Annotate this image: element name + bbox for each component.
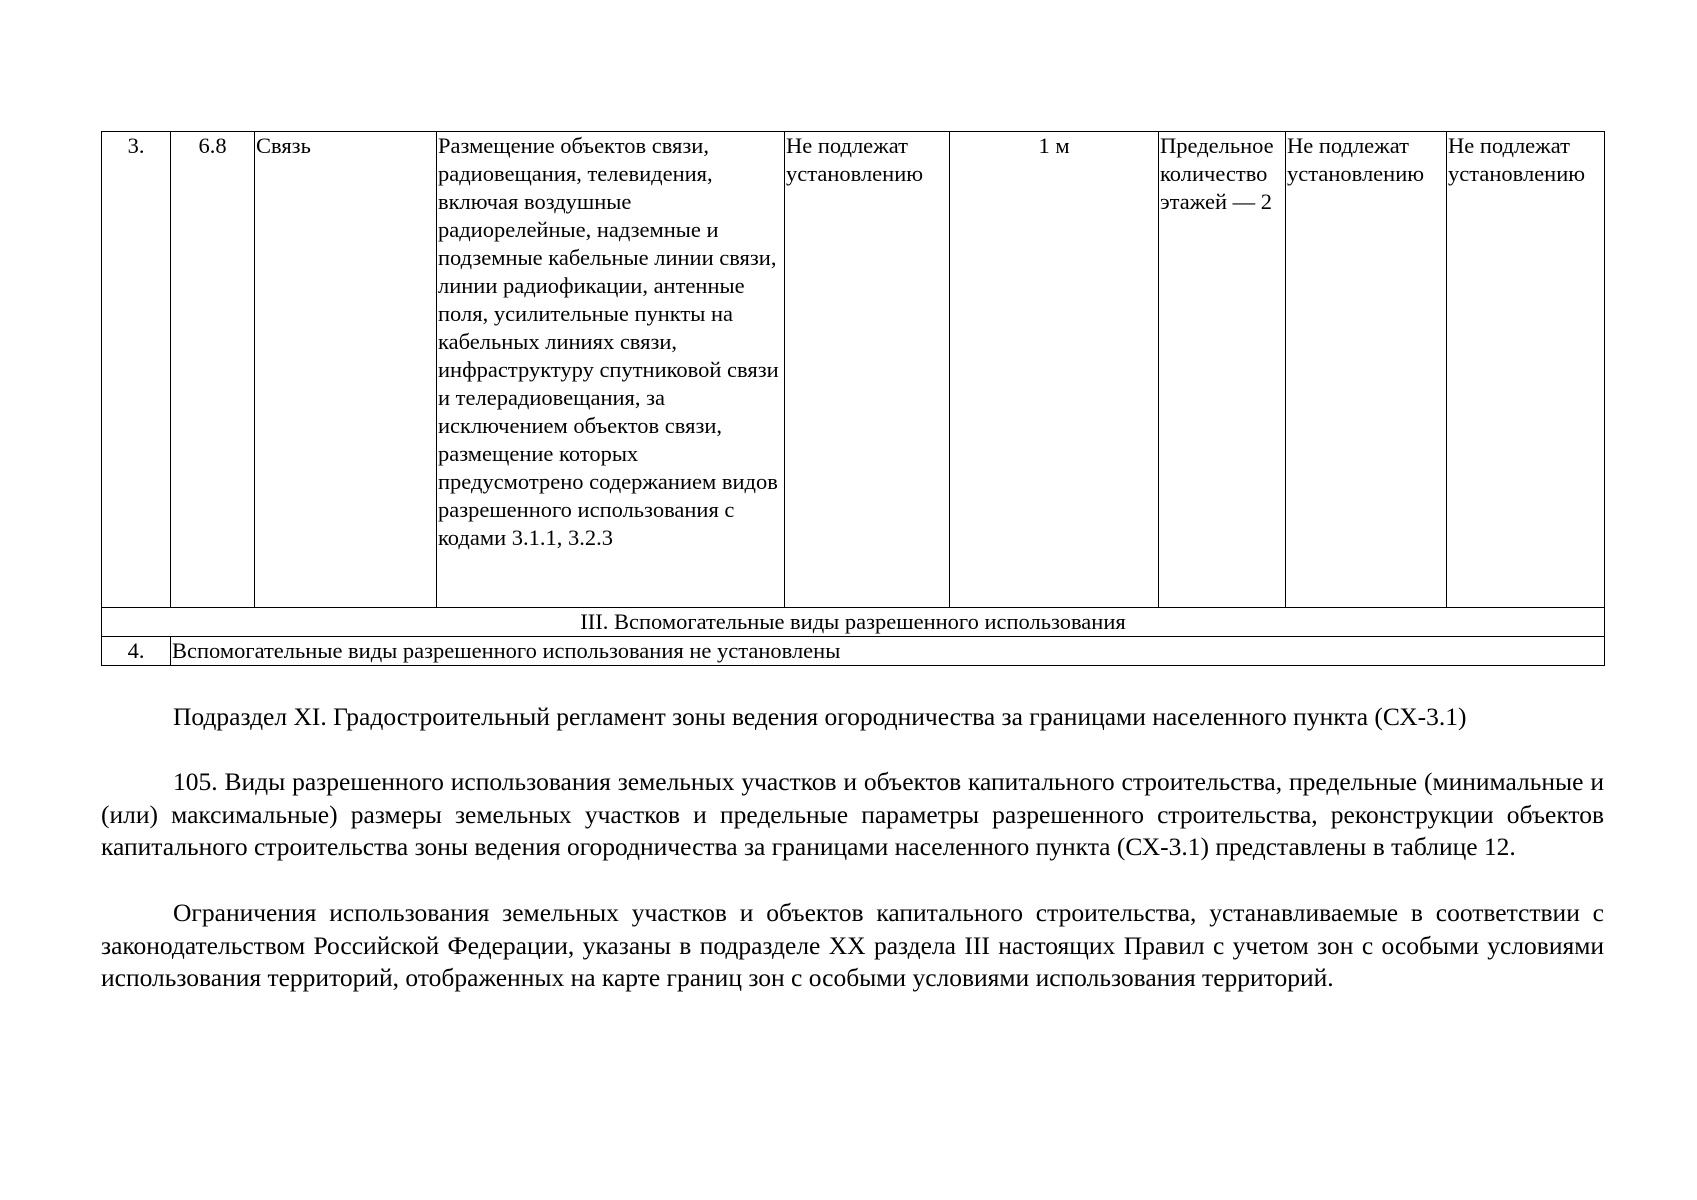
setback-cell: 1 м	[950, 132, 1159, 608]
parameter-cell: Не подлежат установлению	[1447, 132, 1605, 608]
table-row	[102, 132, 1605, 608]
row-text-cell: Вспомогательные виды разрешенного использования не установлены	[171, 637, 1605, 666]
row-number-cell: 4.	[102, 637, 171, 666]
paragraph: Ограничения использования земельных участков и объектов капитального строительства, устанавливаемые в соответствии с законодательством Российской Федерации, указаны в подразделе XX раздела III настоящих Правил с учетом зон с особыми условиями использования территорий, отображенных на карте границ зон с особыми условиями использования территорий.	[101, 898, 1604, 993]
section-header-cell: III. Вспомогательные виды разрешенного использования	[102, 608, 1605, 637]
usage-name-cell: Связь	[255, 132, 437, 608]
floors-limit-cell: Предельное количество этажей — 2	[1159, 132, 1286, 608]
usage-code-cell: 6.8	[171, 132, 255, 608]
row-number-cell: 3.	[102, 132, 171, 608]
table-row	[102, 637, 1605, 666]
paragraph: 105. Виды разрешенного использования земельных участков и объектов капитального строительства, предельные (минимальные и (или) максимальные) размеры земельных участков и предельные параметры разрешенного строительства, реконструкции объектов капитального строительства зоны ведения огородничества за границами населенного пункта (СХ-3.1) представлены в таблице 12.	[101, 767, 1604, 862]
parameter-cell: Не подлежат установлению	[785, 132, 950, 608]
parameter-cell: Не подлежат установлению	[1286, 132, 1447, 608]
usage-description-cell: Размещение объектов связи, радиовещания, телевидения, включая воздушные радиорелейные, надземные и подземные кабельные линии связи, линии радиофикации, антенные поля, усилительные пункты на кабельных линиях связи, инфраструктуру спутниковой связи и телерадиовещания, за исключением объектов связи, размещение которых предусмотрено содержанием видов разрешенного использования с кодами 3.1.1, 3.2.3	[437, 132, 785, 608]
subsection-title: Подраздел XI. Градостроительный регламент зоны ведения огородничества за границами населенного пункта (СХ-3.1)	[173, 702, 1467, 731]
zoning-regulation-table	[101, 131, 1605, 666]
table-section-row	[102, 608, 1605, 637]
